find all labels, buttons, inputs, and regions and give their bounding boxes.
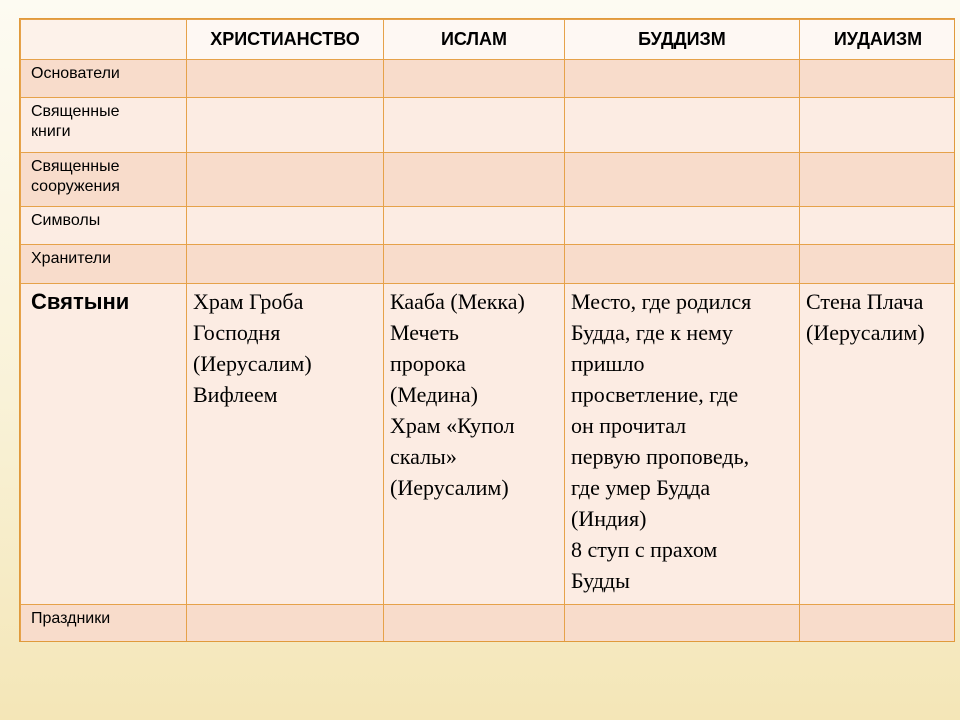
header-corner-cell [21,20,187,60]
header-islam: ИСЛАМ [384,20,565,60]
table-cell [384,60,565,98]
row-label-founders [21,60,187,98]
table-cell [565,98,800,153]
cell-text-line: (Медина) [390,382,478,407]
header-buddhism: БУДДИЗМ [565,20,800,60]
header-row [21,20,956,60]
cell-text-line: Место, где родился [571,289,752,314]
table-cell [187,207,384,245]
cell-text-line: Стена Плача [806,289,924,314]
cell-text-line: просветление, где [571,382,739,407]
table-row [21,605,956,642]
cell-text-line: (Иерусалим) [193,351,312,376]
shrines-islam-cell [384,284,565,605]
table-row [21,98,956,153]
cell-text-line: Вифлеем [193,382,278,407]
table-row [21,245,956,284]
cell-text-line: пророка [390,351,466,376]
row-label-keepers [21,245,187,284]
table-cell [800,207,956,245]
table-cell [384,245,565,284]
table-cell [187,605,384,642]
table-cell [565,60,800,98]
table-cell [800,153,956,207]
cell-text-line: скалы» [390,444,457,469]
row-label-shrines [21,284,187,605]
row-label-line: сооружения [31,178,120,195]
header-christianity: ХРИСТИАНСТВО [187,20,384,60]
table-cell [800,98,956,153]
table-cell [565,207,800,245]
table-row [21,284,956,605]
table-cell [565,245,800,284]
table-cell [384,98,565,153]
shrines-christianity-cell [187,284,384,605]
row-label-line: Хранители [31,250,112,267]
cell-text-line: Будда, где к нему [571,320,733,345]
cell-text-line: (Иерусалим) [390,475,509,500]
table-cell [800,245,956,284]
table-cell [384,605,565,642]
row-label-sacred-buildings [21,153,187,207]
header-judaism: ИУДАИЗМ [800,20,956,60]
cell-text-line: Храм «Купол [390,413,515,438]
table-cell [384,153,565,207]
table-cell [800,605,956,642]
shrines-buddhism-cell [565,284,800,605]
table-cell [565,153,800,207]
cell-text-line: пришло [571,351,645,376]
cell-text-line: Кааба (Мекка) [390,289,525,314]
row-label-holidays [21,605,187,642]
table-cell [384,207,565,245]
religions-table [19,18,955,642]
row-label-line: Основатели [31,65,120,82]
cell-text-line: Мечеть [390,320,459,345]
cell-text-line: (Иерусалим) [806,320,925,345]
table-cell [187,153,384,207]
row-label-line: Святыни [31,289,130,314]
row-label-line: Праздники [31,610,111,627]
cell-text-line: первую проповедь, [571,444,750,469]
cell-text-line: он прочитал [571,413,687,438]
table-row [21,207,956,245]
table-cell [187,98,384,153]
row-label-line: книги [31,123,71,140]
table-row [21,60,956,98]
table-cell [800,60,956,98]
cell-text-line: (Индия) [571,506,647,531]
row-label-line: Символы [31,212,101,229]
cell-text-line: где умер Будда [571,475,711,500]
table-cell [187,60,384,98]
row-label-line: Священные [31,103,120,120]
cell-text-line: Господня [193,320,281,345]
table-cell [565,605,800,642]
row-label-sacred-books [21,98,187,153]
table-cell [187,245,384,284]
row-label-line: Священные [31,158,120,175]
row-label-symbols [21,207,187,245]
shrines-judaism-cell [800,284,956,605]
table-row [21,153,956,207]
cell-text-line: 8 ступ с прахом [571,537,718,562]
cell-text-line: Будды [571,568,630,593]
cell-text-line: Храм Гроба [193,289,304,314]
